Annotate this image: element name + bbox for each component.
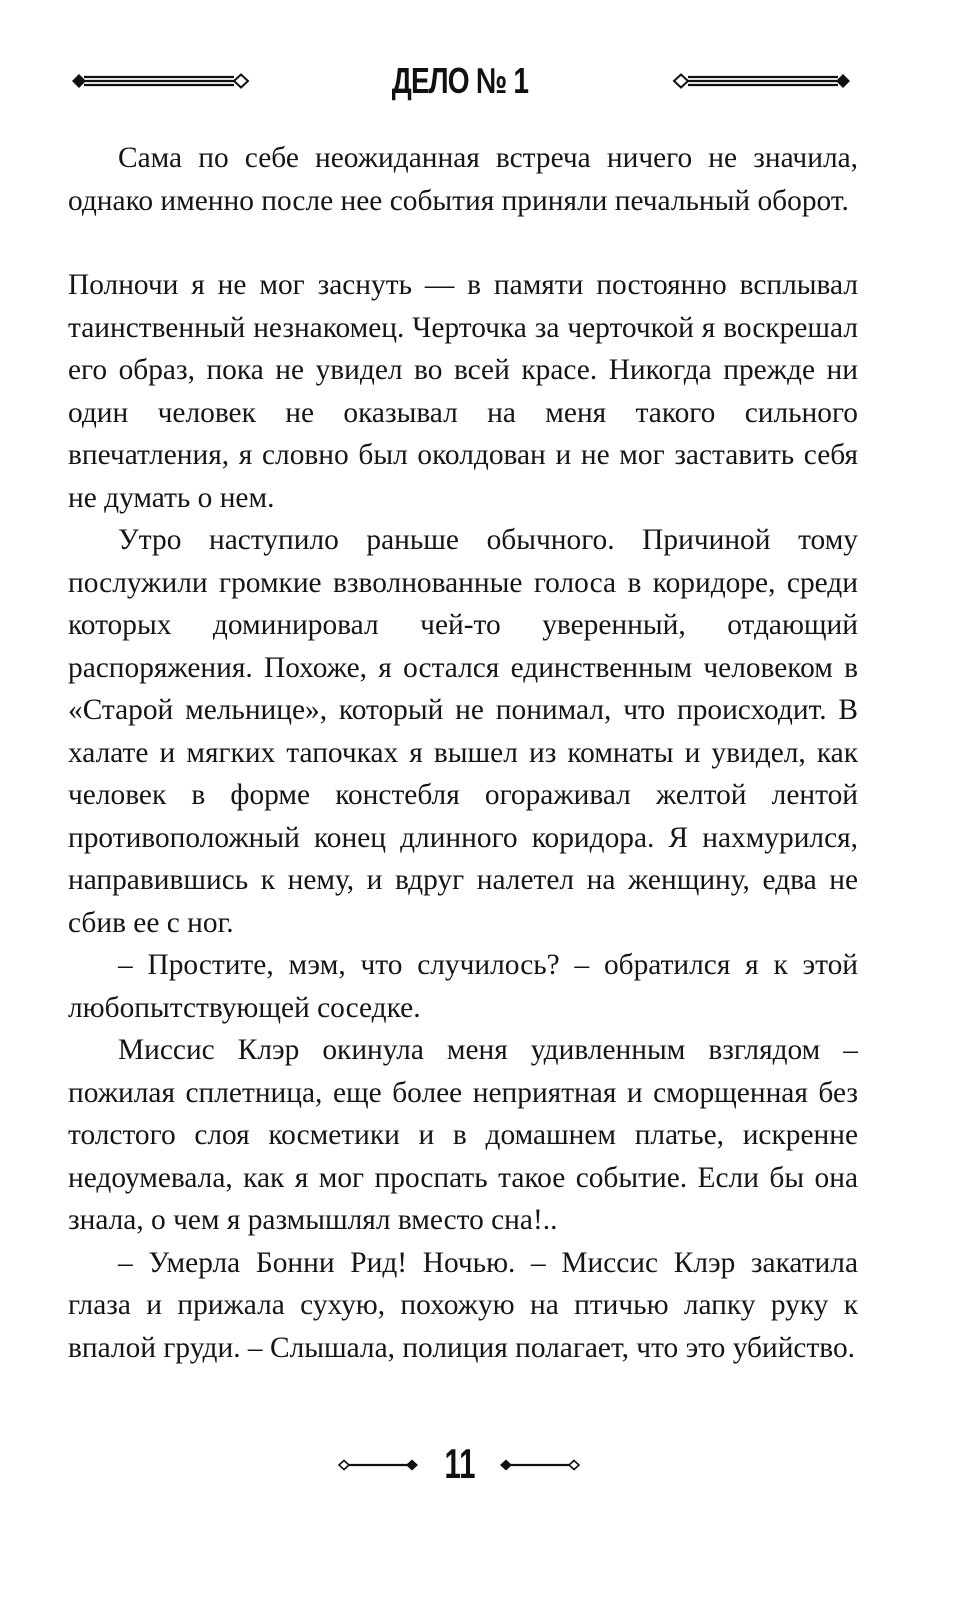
page-footer [330,1440,590,1500]
page-body [68,137,858,1369]
paragraph: Утро наступило раньше обычного. Причиной тому послужили громкие взволнованные голоса в коридоре, среди которых доминировал чей-то уверенный, отдающий распоряжения. Похоже, я остался единственным человеком в «Старой мельнице», который не понимал, что происходит. В халате и мягких тапочках я вышел из комнаты и увидел, как человек в форме констебля огораживал желтой лентой противоположный конец длинного коридора. Я нахмурился, направившись к нему, и вдруг налетел на женщину, едва не сбив ее с ног. [68,524,858,939]
page-number: 11 [444,1440,476,1487]
header-title: ДЕЛО № 1 [391,60,529,101]
paragraph: – Простите, мэм, что случилось? – обратился я к этой любопытствующей соседке. [68,949,858,1024]
paragraph: – Умерла Бонни Рид! Ночью. – Миссис Клэр закатила глаза и прижала сухую, похожую на птичью лапку руку к впалой груди. – Слышала, полиция полагает, что это убийство. [68,1246,858,1364]
footer-ornament-right-icon [498,1457,580,1473]
paragraph: Полночи я не мог заснуть — в памяти постоянно всплывал таинственный незнакомец. Черточка за черточкой я воскрешал его образ, пока не увидел во всей красе. Никогда прежде ни один человек не оказывал на меня такого сильного впечатления, я словно был околдован и не мог заставить себя не думать о нем. [68,269,858,514]
paragraph: Миссис Клэр окинула меня удивленным взглядом – пожилая сплетница, еще более неприятная и сморщенная без толстого слоя косметики и в домашнем платье, искренне недоумевала, как я мог проспать такое событие. Если бы она знала, о чем я размышлял вместо сна!.. [68,1034,858,1236]
paragraph: Сама по себе неожиданная встреча ничего не значила, однако именно после нее события приняли печальный оборот. [68,142,858,217]
header-ornament-right-icon [672,68,852,94]
running-header [60,58,860,108]
